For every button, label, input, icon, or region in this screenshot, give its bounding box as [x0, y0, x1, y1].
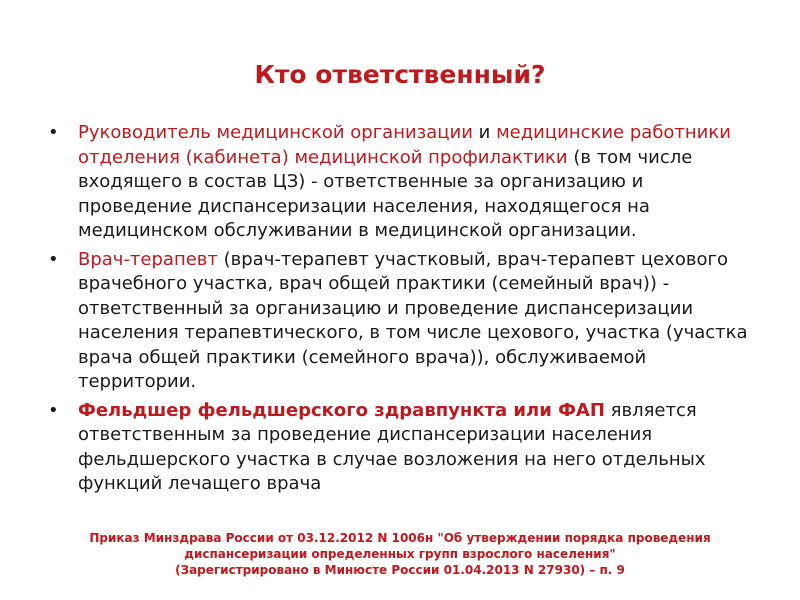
bullet-connector: и: [472, 122, 497, 143]
bullet-item-paramedic: [48, 399, 748, 497]
bullet-lead: Руководитель медицинской организации: [78, 122, 473, 143]
bullet-icon: •: [48, 122, 59, 143]
slide-title: Кто ответственный?: [254, 60, 546, 89]
bullet-lead: Фельдшер фельдшерского здравпункта или ФАП: [78, 399, 605, 421]
bullet-list: [48, 121, 748, 501]
bullet-icon: •: [48, 399, 59, 421]
bullet-item-responsible-head: [48, 121, 748, 244]
bullet-lead: Врач-терапевт: [78, 248, 218, 270]
bullet-icon: •: [48, 248, 59, 270]
footer-citation: [60, 530, 740, 578]
bullet-text: (в том числе входящего в состав ЦЗ) - ответственные за организацию и проведение диспансеризации населения, находящегося на медицинском обслуживании в медицинской организации.: [78, 146, 693, 241]
bullet-text: (врач-терапевт участковый, врач-терапевт цехового врачебного участка, врач общей практики (семейный врач)) - ответственный за организацию и проведение диспансеризации населения терапевтического, в том числе цехового, участка (участка врача общей практики (семейного врача)), обслуживаемой территории.: [78, 248, 748, 392]
footer-line: Приказ Минздрава России от 03.12.2012 N 1006н "Об утверждении порядка проведения: [89, 531, 711, 545]
bullet-item-therapist: [48, 248, 748, 395]
bullet-text: является ответственным за проведение диспансеризации населения фельдшерского участка в случае возложения на него отдельных функций лечащего врача: [78, 399, 706, 494]
footer-line: диспансеризации определенных групп взрослого населения": [184, 547, 616, 561]
bullet-lead-secondary: медицинские работники отделения (кабинета) медицинской профилактики: [78, 122, 731, 168]
footer-line: (Зарегистрировано в Минюсте России 01.04.2013 N 27930) – п. 9: [175, 563, 625, 577]
